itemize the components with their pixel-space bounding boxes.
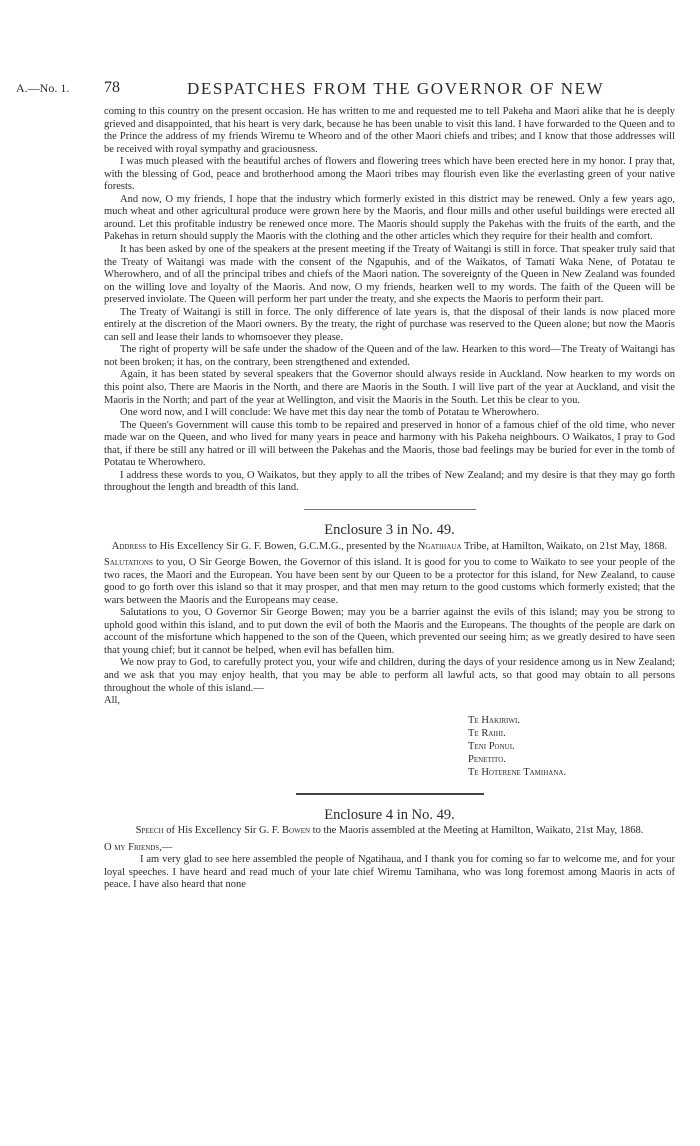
paragraph: One word now, and I will conclude: We have met this day near the tomb of Potatau te Wherowhero. [120,407,540,419]
intro-text: of His Excellency Sir G. F. [163,825,283,837]
running-title: DESPATCHES FROM THE GOVERNOR OF NEW [187,79,605,98]
governor-name: Bowen [282,825,311,837]
signatory: Te Hakiriwi. [468,714,520,726]
body-text [104,106,675,892]
enclosure-3-heading: Enclosure 3 in No. 49. [324,521,455,538]
enclosure-4-heading: Enclosure 4 in No. 49. [324,806,455,823]
paragraph: I was much pleased with the beautiful arches of flowers and flowering trees which have been erected here in my honor. I pray that, with the blessing of God, peace and brotherhood among the Maori tribes may flourish even like the everlasting green of your native forests. [104,156,675,193]
signatory: Te Hoterene Tamihana. [468,766,567,778]
paragraph: We now pray to God, to carefully protect you, your wife and children, during the days of your residence among us in New Zealand; and we ask that you may enjoy health, that you may be able to perform all lawful acts, so that good may obtain to all persons throughout the whole of this island.— [104,657,675,694]
intro-text: to His Excellency Sir G. F. Bowen, G.C.M.G., presented by the [146,540,418,552]
paragraph [104,557,675,607]
paragraph: The right of property will be safe under the shadow of the Queen and of the law. Hearken to this word—The Treaty of Waitangi has not been broken; it has, on the contrary, been strengthened and extended. [104,344,675,368]
intro-text: to the Maoris assembled at the Meeting at Hamilton, Waikato, 21st May, 1868. [310,825,644,837]
paragraph: The Queen's Government will cause this tomb to be repaired and preserved in honor of a famous chief of the old time, who never made war on the Queen, and who lived for many years in peace and harmony with his Pakeha neighbours. O Waikatos, I pray to God that, if there be still any hatred or ill will between the Pakehas and the Maoris, those bad feelings may be buried for ever in the tomb of Potatau te Wherowhero. [104,419,675,469]
paragraph: And now, O my friends, I hope that the industry which formerly existed in this district may be renewed. Only a few years ago, much wheat and other agricultural produce were grown here by the Maoris, and flour mills and other useful buildings were erected all around. Let this profitable industry be renewed once more. The Maoris should supply the Pakehas with the fruits of the earth, and the Pakehas in return should supply the Maoris with the clothing and the other articles which they require for their health and comfort. [104,193,675,243]
signatory: Teni Ponui. [468,740,515,752]
intro-lead: Speech [135,825,164,837]
paragraph: The Treaty of Waitangi is still in force. The only difference of late years is, that the disposal of their lands is now placed more entirely at the discretion of the Maori owners. By the treaty, the right of purchase was reserved to the Queen alone; but now the Maoris can sell and lease their lands to whomsoever they please. [104,306,675,343]
paragraph-lead: Salutations [104,557,153,569]
document-reference: A.—No. 1. [16,81,70,95]
salutation: O my Friends,— [104,841,173,853]
paragraph: I am very glad to see here assembled the people of Ngatihaua, and I thank you for coming so far to welcome me, and for your loyal speeches. I have heard and read much of your late chief Wiremu Tamihana, who was long foremost among Maoris in acts of peace. I have also heard that none [104,854,675,891]
closing: All, [104,695,121,707]
intro-lead: Address [111,540,147,552]
signatory: Te Raihi. [468,727,506,739]
intro-text: Tribe, at Hamilton, Waikato, on 21st May, 1868. [461,540,668,552]
paragraph: Again, it has been stated by several speakers that the Governor should always reside in Auckland. Now hearken to my words on this point also. There are Maoris in the North, and there are Maoris in the South. I will live part of the year at Auckland, and visit the Maoris in the North; and part of the year at Wellington, and visit the Maoris in the South. Let this be clear to you. [104,369,675,406]
paragraph-text: to you, O Sir George Bowen, the Governor of this island. It is good for you to come to Waikato to see your people of the two races, the Maori and the European. You have been sent by our Queen to be a protector for this island, for New Zealand, to cause good to go forth over this island so that it may prosper, and that men may return to the good customs which formerly existed; that the wars between the Maoris and the Europeans may cease. [104,557,675,606]
paragraph: I address these words to you, O Waikatos, but they apply to all the tribes of New Zealand; and my desire is that they may go forth throughout the length and breadth of this land. [104,469,675,494]
enclosure-3-intro [104,541,675,554]
page-header [16,79,686,101]
signatories [468,714,675,779]
page-number: 78 [104,79,120,96]
enclosure-4-intro [104,825,675,838]
section-divider [304,509,476,510]
paragraph: coming to this country on the present occasion. He has written to me and requested me to tell Pakeha and Maori alike that he is deeply grieved and disappointed, that his heart is very dark, because he has been unable to visit this land. I have forwarded to the Queen and to the Prince the address of my friends Wiremu te Wheoro and of the other Maori chiefs and tribes; and I know that those addresses will be received with royal sympathy and graciousness. [104,106,675,155]
section-divider [296,793,484,795]
tribe-name: Ngatihaua [417,540,462,552]
paragraph: Salutations to you, O Governor Sir George Bowen; may you be a barrier against the evils of this island; may you be strong to uphold good within this island, and to put down the evil of both the Maoris and the Europeans. The thoughts of the people are dark on account of the misfortune which happened to the son of the Queen, which prevented our seeing him; as we greatly desired to have seen that young chief; but it cannot be helped, when evil has befallen him. [104,607,675,656]
signatory: Penetito. [468,753,506,765]
paragraph: It has been asked by one of the speakers at the present meeting if the Treaty of Waitangi is still in force. That speaker truly said that the Treaty of Waitangi was made with the consent of the Ngapuhis, and of the Waikatos, of Tamati Waka Nene, of Potatau te Wherowhero, and of all the principal tribes and chiefs of the Maori nation. The sovereignty of the Queen in New Zealand was founded on the willing love and loyalty of the Maoris. And now, O my friends, hearken well to my words. The faith of the Queen will be preserved inviolate. The Queen will perform her part under the treaty, and she expects the Maoris to perform their part. [104,244,675,306]
